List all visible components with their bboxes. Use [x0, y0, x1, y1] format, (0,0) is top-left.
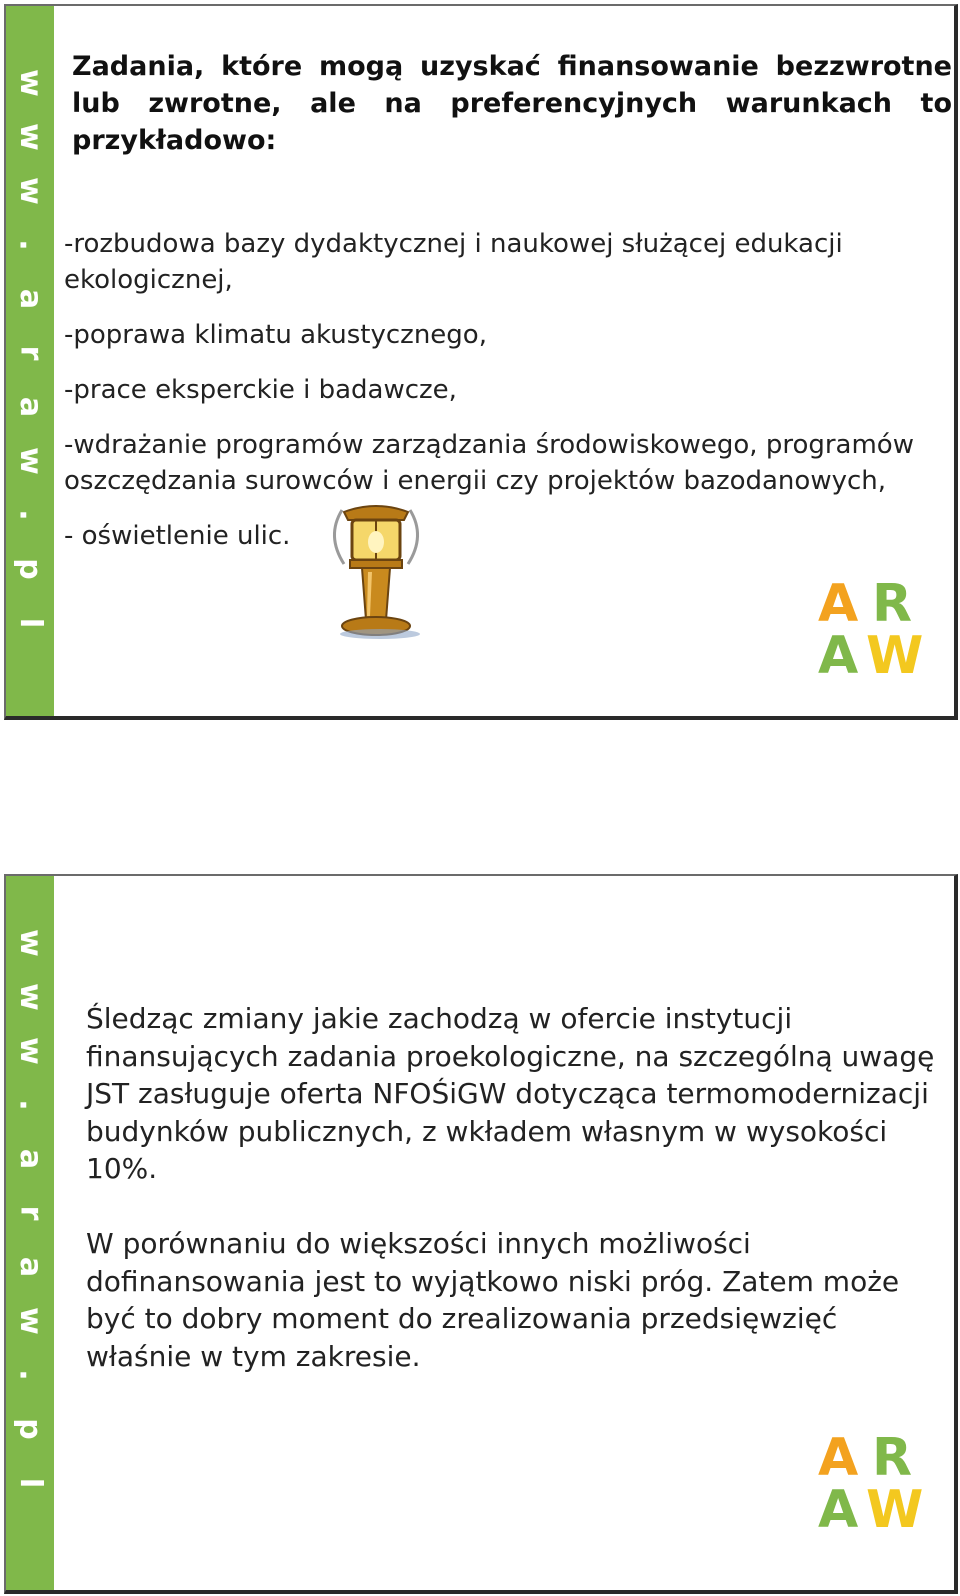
side-letter: . — [13, 1369, 48, 1381]
side-letter: w — [13, 123, 48, 151]
task-list — [64, 226, 934, 573]
slide-heading: Zadania, które mogą uzyskać finansowanie bezzwrotne lub zwrotne, ale na preferencyjnych warunkach to przykładowo: — [72, 51, 952, 156]
side-letter: w — [13, 1037, 48, 1065]
logo-letter-w: W — [866, 626, 924, 686]
side-letter: w — [13, 983, 48, 1011]
lantern-icon — [306, 502, 446, 642]
list-item: -poprawa klimatu akustycznego, — [64, 320, 487, 350]
side-letter: w — [13, 447, 48, 475]
paragraph-offer: Śledząc zmiany jakie zachodzą w ofercie instytucji finansujących zadania proekologiczne, na szczególną uwagę JST zasługuje oferta NFOŚiGW dotycząca termomodernizacji budynków publicznych, z wkładem własnym w wysokości 10%. — [86, 1002, 935, 1185]
logo-letter-r: R — [872, 574, 913, 634]
side-strip-url-text — [6, 56, 54, 650]
logo-letter-a-top: A — [818, 1428, 859, 1488]
side-letter: w — [13, 69, 48, 97]
side-letter: a — [13, 1256, 48, 1278]
list-item: - oświetlenie ulic. — [64, 521, 291, 551]
slide-2 — [4, 874, 958, 1594]
side-letter: p — [12, 558, 48, 580]
side-strip-url-text — [6, 916, 54, 1510]
logo-letter-a-bottom: A — [818, 626, 859, 686]
araw-logo — [814, 1428, 924, 1542]
side-letter: w — [13, 177, 48, 205]
side-letter: w — [13, 929, 48, 957]
side-strip — [6, 6, 54, 716]
side-letter: . — [13, 239, 48, 251]
logo-letter-r: R — [872, 1428, 913, 1488]
side-letter: l — [12, 1477, 48, 1489]
side-letter: a — [13, 1148, 48, 1170]
side-letter: . — [13, 1099, 48, 1111]
slide-1 — [4, 4, 958, 720]
side-letter: l — [12, 617, 48, 629]
side-letter: a — [13, 396, 48, 418]
logo-letter-a-top: A — [818, 574, 859, 634]
list-item: -rozbudowa bazy dydaktycznej i naukowej służącej edukacji ekologicznej, — [64, 229, 843, 295]
logo-letter-w: W — [866, 1480, 924, 1540]
side-letter: . — [13, 509, 48, 521]
araw-logo — [814, 574, 924, 688]
side-letter: r — [12, 1205, 48, 1221]
side-letter: a — [13, 288, 48, 310]
side-letter: p — [12, 1418, 48, 1440]
side-letter: r — [12, 345, 48, 361]
side-letter: w — [13, 1307, 48, 1335]
side-strip — [6, 876, 54, 1590]
list-item: -wdrażanie programów zarządzania środowiskowego, programów oszczędzania surowców i energii czy projektów bazodanowych, — [64, 430, 914, 496]
logo-letter-a-bottom: A — [818, 1480, 859, 1540]
paragraph-comparison: W porównaniu do większości innych możliwości dofinansowania jest to wyjątkowo niski próg. Zatem może być to dobry moment do zrealizowania przedsięwzięć właśnie w tym zakresie. — [86, 1227, 900, 1373]
list-item: -prace eksperckie i badawcze, — [64, 375, 457, 405]
